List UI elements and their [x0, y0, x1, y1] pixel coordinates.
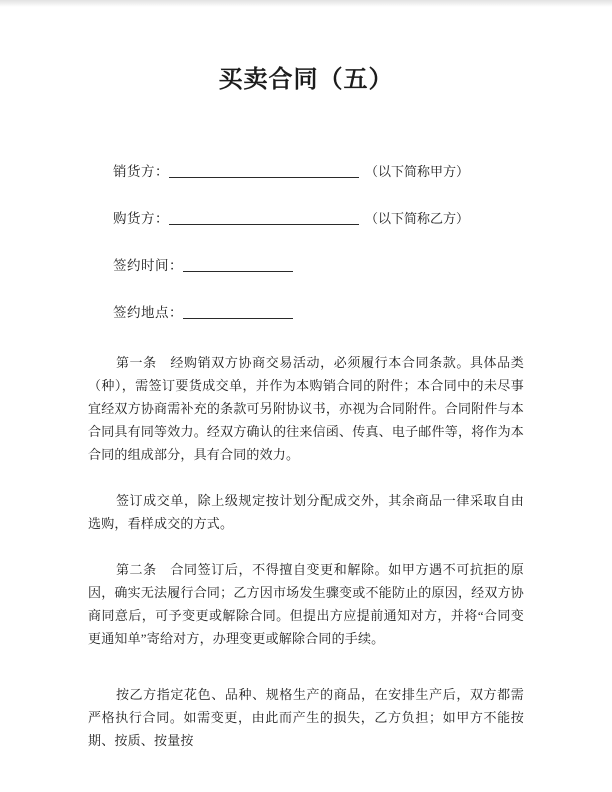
- contract-body: [88, 351, 524, 752]
- signing-place-label: 签约地点：: [113, 305, 183, 320]
- clause-1-supplement-text: 签订成交单，除上级规定按计划分配成交外，其余商品一律采取自由选购，看样成交的方式。: [88, 493, 524, 531]
- signing-place-fill-line: [183, 318, 293, 319]
- seller-fill-line: [169, 177, 359, 178]
- buyer-alias-note: （以下简称乙方）: [365, 211, 470, 226]
- signing-date-label: 签约时间：: [113, 258, 183, 273]
- signing-place-field-row: [113, 303, 524, 323]
- clause-2-text: 第二条 合同签订后，不得擅自变更和解除。如甲方遇不可抗拒的原因，确实无法履行合同；乙方因市场发生骤变或不能防止的原因，经双方协商同意后，可予变更或解除合同。但提出方应提前通知对方，并将“合同变更通知单”寄给对方，办理变更或解除合同的手续。: [88, 562, 524, 646]
- signing-date-fill-line: [183, 271, 293, 272]
- contract-title: 买卖合同（五）: [218, 67, 394, 93]
- buyer-fill-line: [169, 224, 359, 225]
- buyer-field-row: [113, 209, 524, 229]
- seller-field-row: [113, 162, 524, 182]
- clause-2-supplement-text: 按乙方指定花色、品种、规格生产的商品，在安排生产后，双方都需严格执行合同。如需变更，由此而产生的损失，乙方负担；如甲方不能按期、按质、按量按: [88, 687, 524, 748]
- page-top-edge: [0, 0, 612, 7]
- buyer-label: 购货方：: [113, 211, 169, 226]
- contract-header-fields: [88, 162, 524, 323]
- signing-date-field-row: [113, 256, 524, 276]
- seller-label: 销货方：: [113, 164, 169, 179]
- seller-alias-note: （以下简称甲方）: [365, 164, 470, 179]
- clause-1-text: 第一条 经购销双方协商交易活动，必须履行本合同条款。具体品类（种），需签订要货成交单，并作为本购销合同的附件；本合同中的未尽事宜经双方协商需补充的条款可另附协议书，亦视为合同附件。合同附件与本合同具有同等效力。经双方确认的往来信函、传真、电子邮件等，将作为本合同的组成部分，具有合同的效力。: [88, 355, 524, 462]
